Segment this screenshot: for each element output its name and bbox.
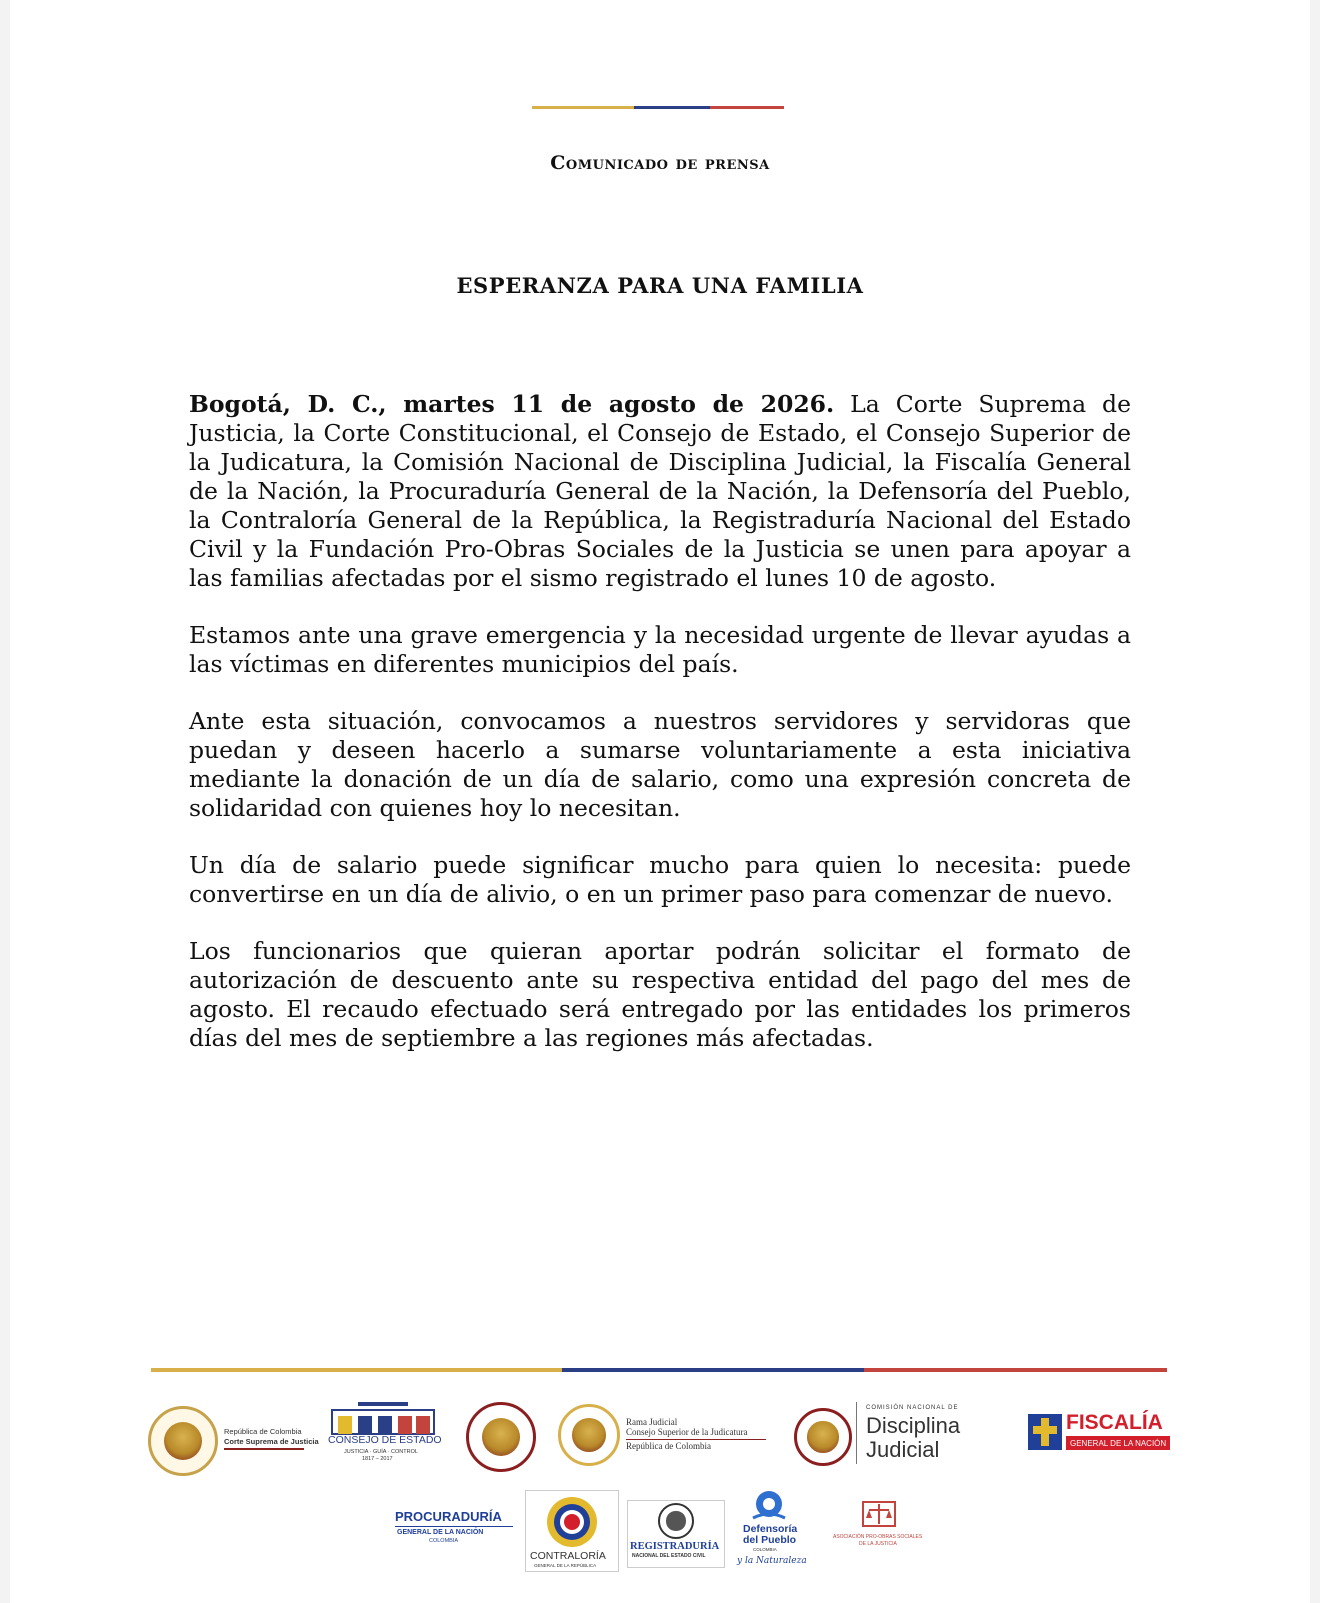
fiscalia-name: FISCALÍA [1066, 1411, 1163, 1434]
pro-obras-line1: ASOCIACIÓN PRO-OBRAS SOCIALES [833, 1534, 923, 1540]
fiscalia-logo [1028, 1412, 1170, 1456]
registraduria-logo [627, 1500, 725, 1568]
paragraph-1 [189, 390, 1131, 593]
press-release-kicker: Comunicado de prensa [550, 152, 770, 174]
bottom-flag-divider [151, 1368, 1167, 1372]
judicatura-seal-icon [558, 1404, 620, 1466]
consejo-de-estado-name: CONSEJO DE ESTADO [328, 1434, 442, 1446]
paragraph-2: Estamos ante una grave emergencia y la necesidad urgente de llevar ayudas a las víctimas en diferentes municipios del país. [189, 621, 1131, 678]
paragraph-3: Ante esta situación, convocamos a nuestros servidores y servidoras que puedan y deseen hacerlo a sumarse voluntariamente a esta iniciativa mediante la donación de un día de salario, como una expresión concreta de solidaridad con quienes hoy lo necesitan. [189, 707, 1131, 822]
contraloria-logo [525, 1490, 619, 1572]
corte-suprema-logo [148, 1400, 318, 1480]
corte-constitucional-logo [466, 1400, 536, 1474]
institution-logos-row-1 [148, 1400, 1173, 1480]
consejo-de-estado-logo [326, 1400, 446, 1480]
defensoria-tag: y la Naturaleza [737, 1556, 807, 1566]
judicatura-line2: Consejo Superior de la Judicatura [626, 1427, 748, 1437]
headline: ESPERANZA PARA UNA FAMILIA [456, 273, 864, 298]
dateline: Bogotá, D. C., martes 11 de agosto de 2026. [189, 390, 835, 418]
consejo-de-estado-motto: JUSTICIA · GUÍA · CONTROL [344, 1449, 418, 1455]
corte-suprema-seal-icon [148, 1406, 218, 1476]
paragraph-5: Los funcionarios que quieran aportar podrán solicitar el formato de autorización de descuento ante su respectiva entidad del pago del mes de agosto. El recaudo efectuado será entregado por las entidades los primeros días del mes de septiembre a las regiones más afectadas. [189, 937, 1131, 1052]
defensoria-line2: del Pueblo [743, 1534, 797, 1546]
judicatura-line3: República de Colombia [626, 1441, 711, 1451]
judicatura-logo [558, 1400, 768, 1480]
fiscalia-emblem-icon [1028, 1414, 1062, 1450]
procuraduria-sub: GENERAL DE LA NACIÓN [397, 1529, 484, 1536]
contraloria-circle-icon [545, 1495, 599, 1549]
defensoria-emblem-icon [749, 1490, 789, 1522]
disciplina-judicial-logo [794, 1400, 974, 1480]
disciplina-line2: Judicial [866, 1437, 940, 1462]
press-release-body [189, 390, 1131, 1081]
defensoria-logo [733, 1490, 813, 1582]
corte-suprema-line1: República de Colombia [224, 1427, 302, 1436]
top-flag-divider [532, 106, 784, 109]
institution-logos-row-2 [395, 1490, 925, 1590]
contraloria-sub: GENERAL DE LA REPÚBLICA [534, 1563, 597, 1568]
pro-obras-scales-icon [859, 1500, 899, 1530]
defensoria-country: COLOMBIA [753, 1547, 777, 1552]
defensoria-line1: Defensoría [743, 1523, 798, 1535]
paragraph-1-text: La Corte Suprema de Justicia, la Corte Constitucional, el Consejo de Estado, el Consejo Superior de la Judicatura, la Comisión Nacional de Disciplina Judicial, la Fiscalía General de la Nación, la Procuraduría General de la Nación, la Defensoría del Pueblo, la Contraloría General de la República, la Registraduría Nacional del Estado Civil y la Fundación Pro-Obras Sociales de la Justicia se unen para apoyar a las familias afectadas por el sismo registrado el lunes 10 de agosto. [189, 390, 1131, 592]
pro-obras-logo [833, 1500, 925, 1560]
registraduria-name: REGISTRADURÍA [630, 1541, 720, 1552]
corte-constitucional-seal-icon [466, 1402, 536, 1472]
pro-obras-line2: DE LA JUSTICIA [859, 1541, 897, 1547]
consejo-de-estado-years: 1817 – 2017 [362, 1456, 393, 1462]
procuraduria-country: COLOMBIA [429, 1538, 459, 1544]
corte-suprema-line2: Corte Suprema de Justicia [224, 1437, 319, 1446]
registraduria-seal-icon [658, 1503, 694, 1539]
fiscalia-sub: GENERAL DE LA NACIÓN [1070, 1439, 1167, 1448]
disciplina-line1: Disciplina [866, 1413, 961, 1438]
paragraph-4: Un día de salario puede significar mucho para quien lo necesita: puede convertirse en un día de alivio, o en un primer paso para comenzar de nuevo. [189, 851, 1131, 908]
procuraduria-logo [395, 1510, 515, 1550]
disciplina-small-text: COMISIÓN NACIONAL DE [866, 1405, 959, 1411]
consejo-de-estado-building-icon [328, 1402, 438, 1436]
contraloria-name: CONTRALORÍA [530, 1550, 606, 1562]
disciplina-seal-icon [794, 1408, 852, 1466]
registraduria-sub: NACIONAL DEL ESTADO CIVIL [632, 1553, 706, 1559]
procuraduria-name: PROCURADURÍA [395, 1509, 502, 1524]
judicatura-line1: Rama Judicial [626, 1417, 678, 1427]
